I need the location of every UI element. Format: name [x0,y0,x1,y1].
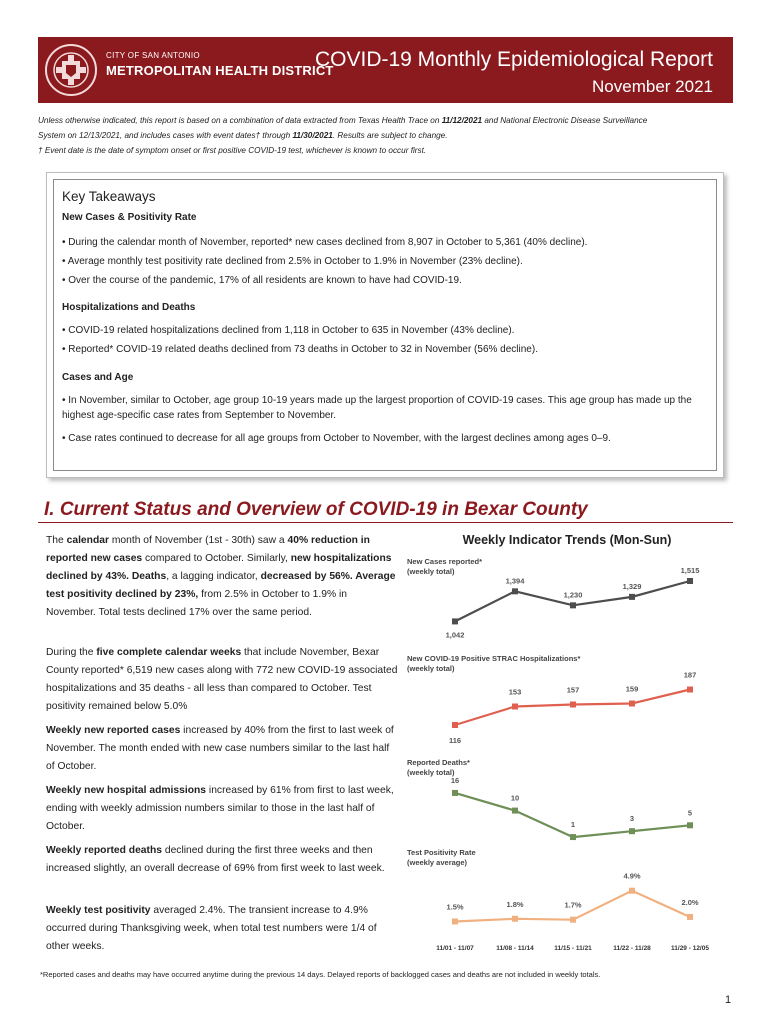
key-takeaways-box [46,172,724,478]
report-month: November 2021 [592,77,713,96]
data-point [629,701,635,707]
data-point [512,916,518,922]
data-point [512,704,518,710]
data-point [570,834,576,840]
x-tick-label: 11/22 - 11/28 [613,945,651,952]
series-label: (weekly average) [407,858,468,867]
data-point [512,588,518,594]
data-label: 1.8% [506,899,524,909]
section-title: I. Current Status and Overview of COVID-19 in Bexar County [44,499,588,520]
data-point [687,687,693,693]
event-date-note: † Event date is the date of symptom onset or first positive COVID-19 test, whichever is known to occur first. [38,146,427,155]
org-name: METROPOLITAN HEALTH DISTRICT [106,63,334,78]
x-tick-label: 11/08 - 11/14 [496,945,534,952]
org-small-label: CITY OF SAN ANTONIO [106,51,200,60]
data-label: 116 [448,736,462,745]
kt-bullet: • Average monthly test positivity rate declined from 2.5% in October to 1.9% in November (23% decline). [62,256,523,267]
data-point [687,822,693,828]
kt-bullet: • In November, similar to October, age group 10-19 years made up the largest proportion of COVID-19 cases. This age group has made up the highest age-specific case rates from September to November. [62,395,692,421]
key-takeaways-heading: Key Takeaways [62,189,156,204]
data-point [452,722,458,728]
series-label: New COVID-19 Positive STRAC Hospitalizations* [407,654,581,663]
data-point [452,618,458,624]
data-label: 1,394 [505,576,525,586]
kt-bullet: • During the calendar month of November, reported* new cases declined from 8,907 in October to 5,361 (40% decline). [62,237,588,248]
series-line [455,581,690,621]
kt-bullet: • Over the course of the pandemic, 17% of all residents are known to have had COVID-19. [62,275,462,286]
data-label: 2.0% [681,897,699,907]
data-label: 16 [450,775,460,785]
data-label: 1,329 [622,581,642,591]
data-label: 1,230 [563,590,583,600]
data-point [629,888,635,894]
hospital-paragraph: Weekly new hospital admissions increased by 61% from first to last week, ending with weekly admission numbers similar to those in the last half of October. [46,785,394,832]
series-label: (weekly total) [407,664,455,673]
series-label: (weekly total) [407,567,455,576]
weekly-indicator-chart [405,528,735,958]
data-point [687,914,693,920]
data-label: 187 [683,670,697,680]
data-label: 1 [570,820,576,830]
overview-paragraph: The calendar month of November (1st - 30th) saw a 40% reduction in reported new cases compared to October. Similarly, new hospitalizations declined by 43%. Deaths, a lagging indicator, decreased by 56%. Average test positivity declined by 23%, from 2.5% in October to 1.9% in November. Total tests declined 17% over the same period. [46,535,396,618]
data-point [570,702,576,708]
page-number: 1 [725,994,732,1006]
city-seal-icon [44,43,98,97]
key-takeaways-inner [53,179,717,471]
header-banner [38,37,733,103]
data-label: 159 [625,684,639,694]
data-label: 1,515 [680,565,700,575]
data-label: 1.5% [446,902,464,912]
series-line [455,793,693,837]
report-title: COVID-19 Monthly Epidemiological Report [314,48,713,71]
x-tick-label: 11/29 - 12/05 [671,945,709,952]
data-label: 5 [687,808,693,818]
deaths-paragraph: Weekly reported deaths declined during the first three weeks and then increased slightly, an overall decrease of 69% from first week to last week. [46,845,385,874]
data-point [452,790,458,796]
kt-section-title: Cases and Age [62,372,134,383]
kt-bullet: • COVID-19 related hospitalizations declined from 1,118 in October to 635 in November (43% decline). [62,325,515,336]
data-label: 10 [510,793,520,803]
kt-section-title: New Cases & Positivity Rate [62,212,197,223]
data-label: 1,042 [445,630,465,640]
section-divider [38,522,733,523]
data-label: 157 [566,685,580,695]
chart-title: Weekly Indicator Trends (Mon-Sun) [462,533,672,547]
data-point [570,602,576,608]
data-point [452,918,458,924]
data-point [570,917,576,923]
series-label: Test Positivity Rate [407,848,476,857]
data-point [687,578,693,584]
footnote: *Reported cases and deaths may have occurred anytime during the previous 14 days. Delayed reports of backlogged cases and deaths are not included in weekly totals. [40,970,601,979]
kt-bullet: • Case rates continued to decrease for all age groups from October to November, with the largest declines among ages 0–9. [62,433,611,444]
disclaimer: Unless otherwise indicated, this report is based on a combination of data extracted from Texas Health Trace on 11/12/2021 and National Electronic Disease Surveillance System on 12/13/2021, and includes cases with event dates† through 11/30/2021. Results are subject to change. † Event date is the date of symptom onset or first positive COVID-19 test, whichever is known to occur first. [38,116,648,155]
series-label: (weekly total) [407,768,455,777]
series-label: Reported Deaths* [407,758,470,767]
data-label: 3 [629,814,635,824]
data-label: 1.7% [564,900,582,910]
data-point [629,594,635,600]
series-label: New Cases reported* [407,557,483,566]
data-label: 153 [508,687,522,697]
kt-section-title: Hospitalizations and Deaths [62,302,196,313]
data-label: 4.9% [623,871,641,881]
kt-bullet: • Reported* COVID-19 related deaths declined from 73 deaths in October to 32 in November (56% decline). [62,344,538,355]
weeks-paragraph: During the five complete calendar weeks that include November, Bexar County reported* 6,519 new cases along with 772 new COVID-19 associated hospitalizations and 35 deaths - all less than compared to October. Test positivity remained below 5.0% [46,647,398,712]
x-tick-label: 11/01 - 11/07 [436,945,474,952]
cases-paragraph: Weekly new reported cases increased by 40% from the first to last week of November. The month ended with new case numbers similar to the last half of October. [46,725,394,772]
x-tick-label: 11/15 - 11/21 [554,945,592,952]
positivity-paragraph: Weekly test positivity averaged 2.4%. The transient increase to 4.9% occurred during Thanksgiving week, when total test numbers were 1/4 of other weeks. [46,905,377,952]
data-point [512,808,518,814]
data-point [629,828,635,834]
